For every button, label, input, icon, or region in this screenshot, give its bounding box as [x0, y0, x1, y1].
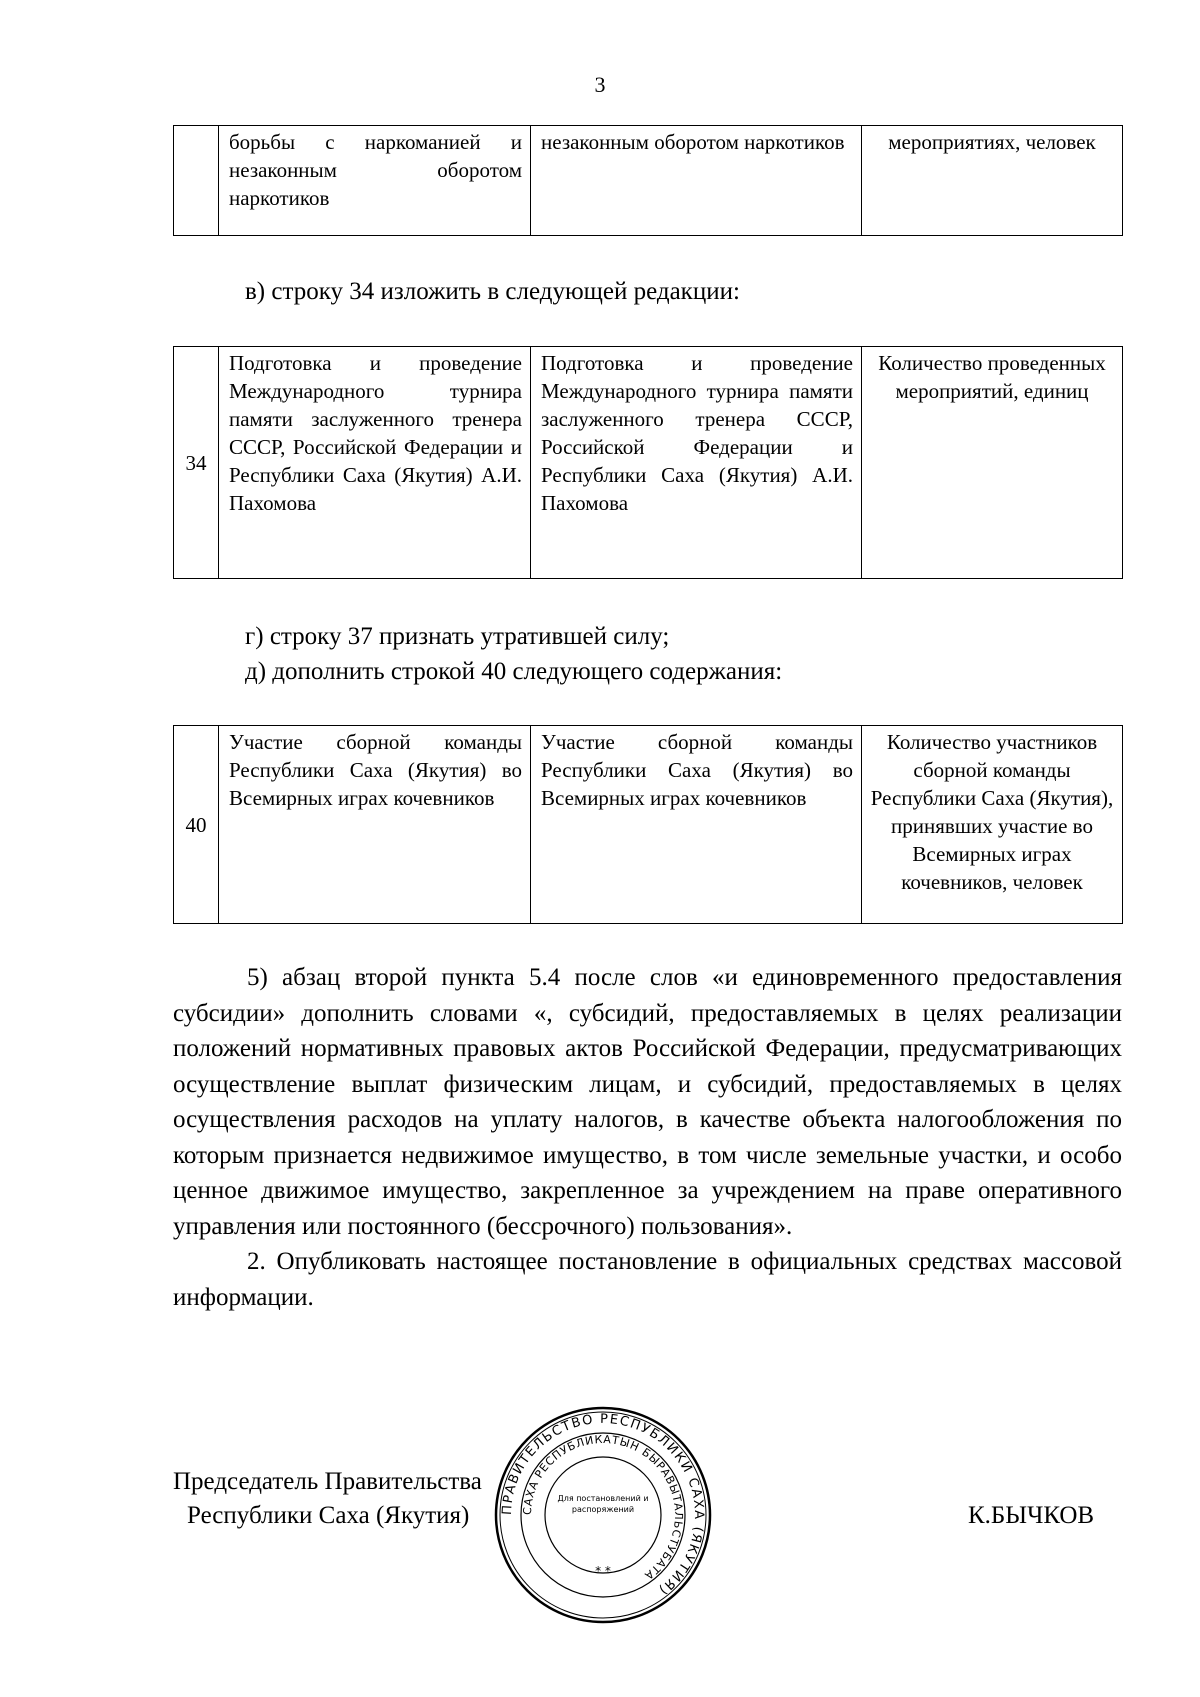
seal-inner-text: САХА РЕСПУБЛИКАТЫН БЫРАВЫТАЛЬСТУБАТА [520, 1432, 686, 1583]
table-row [174, 126, 1123, 236]
result-name-cell: Подготовка и проведение Международного турнира памяти заслуженного тренера СССР, Российской Федерации и Республики Саха (Якутия) А.И. Пахомова [531, 347, 862, 579]
signature-title-line1: Председатель Правительства [173, 1468, 482, 1495]
program-name-cell: борьбы с наркоманией и незаконным оборотом наркотиков [219, 126, 531, 236]
result-name-cell: незаконным оборотом наркотиков [531, 126, 862, 236]
seal-outer-text: ПРАВИТЕЛЬСТВО РЕСПУБЛИКИ САХА (ЯКУТИЯ) [499, 1411, 707, 1598]
paragraph-d: д) дополнить строкой 40 следующего содержания: [245, 658, 783, 685]
paragraph-g: г) строку 37 признать утратившей силу; [245, 623, 670, 650]
row-number-cell: 34 [174, 347, 219, 579]
svg-text:* *: * * [595, 1564, 611, 1578]
result-name-cell: Участие сборной команды Республики Саха (Якутия) во Всемирных играх кочевников [531, 726, 862, 924]
indicator-cell: Количество проведенных мероприятий, единиц [862, 347, 1123, 579]
paragraph-5: 5) абзац второй пункта 5.4 после слов «и единовременного предоставления субсидии» дополнить словами «, субсидий, предоставляемых в целях реализации положений нормативных правовых актов Российской Федерации, предусматривающих осуществление выплат физическим лицам, и субсидий, предоставляемых в целях осуществления расходов на уплату налогов, в качестве объекта налогообложения по которым признается недвижимое имущество, в том числе земельные участки, и особо ценное движимое имущество, закрепленное за учреждением на праве оперативного управления или постоянного (бессрочного) пользования». [173, 964, 1122, 1240]
table-row-34 [173, 346, 1123, 579]
table-continuation [173, 125, 1123, 236]
official-seal [493, 1405, 713, 1625]
indicator-cell: мероприятиях, человек [862, 126, 1123, 236]
signature-title-line2: Республики Саха (Якутия) [187, 1502, 470, 1529]
indicator-cell: Количество участников сборной команды Республики Саха (Якутия), принявших участие во Всемирных играх кочевников, человек [862, 726, 1123, 924]
paragraph-v: в) строку 34 изложить в следующей редакции: [245, 278, 740, 305]
row-number-cell: 40 [174, 726, 219, 924]
paragraph-2: 2. Опубликовать настоящее постановление в официальных средствах массовой информации. [173, 1248, 1122, 1311]
page-number: 3 [594, 72, 606, 97]
table-row [174, 347, 1123, 579]
row-number-cell [174, 126, 219, 236]
body-text [173, 960, 1122, 1315]
program-name-cell: Участие сборной команды Республики Саха (Якутия) во Всемирных играх кочевников [219, 726, 531, 924]
table-row-40 [173, 725, 1123, 924]
seal-center-text: Для постановлений и распоряжений [557, 1494, 649, 1514]
table-row [174, 726, 1123, 924]
program-name-cell: Подготовка и проведение Международного турнира памяти заслуженного тренера СССР, Российской Федерации и Республики Саха (Якутия) А.И. Пахомова [219, 347, 531, 579]
signature-name: К.БЫЧКОВ [968, 1502, 1095, 1529]
